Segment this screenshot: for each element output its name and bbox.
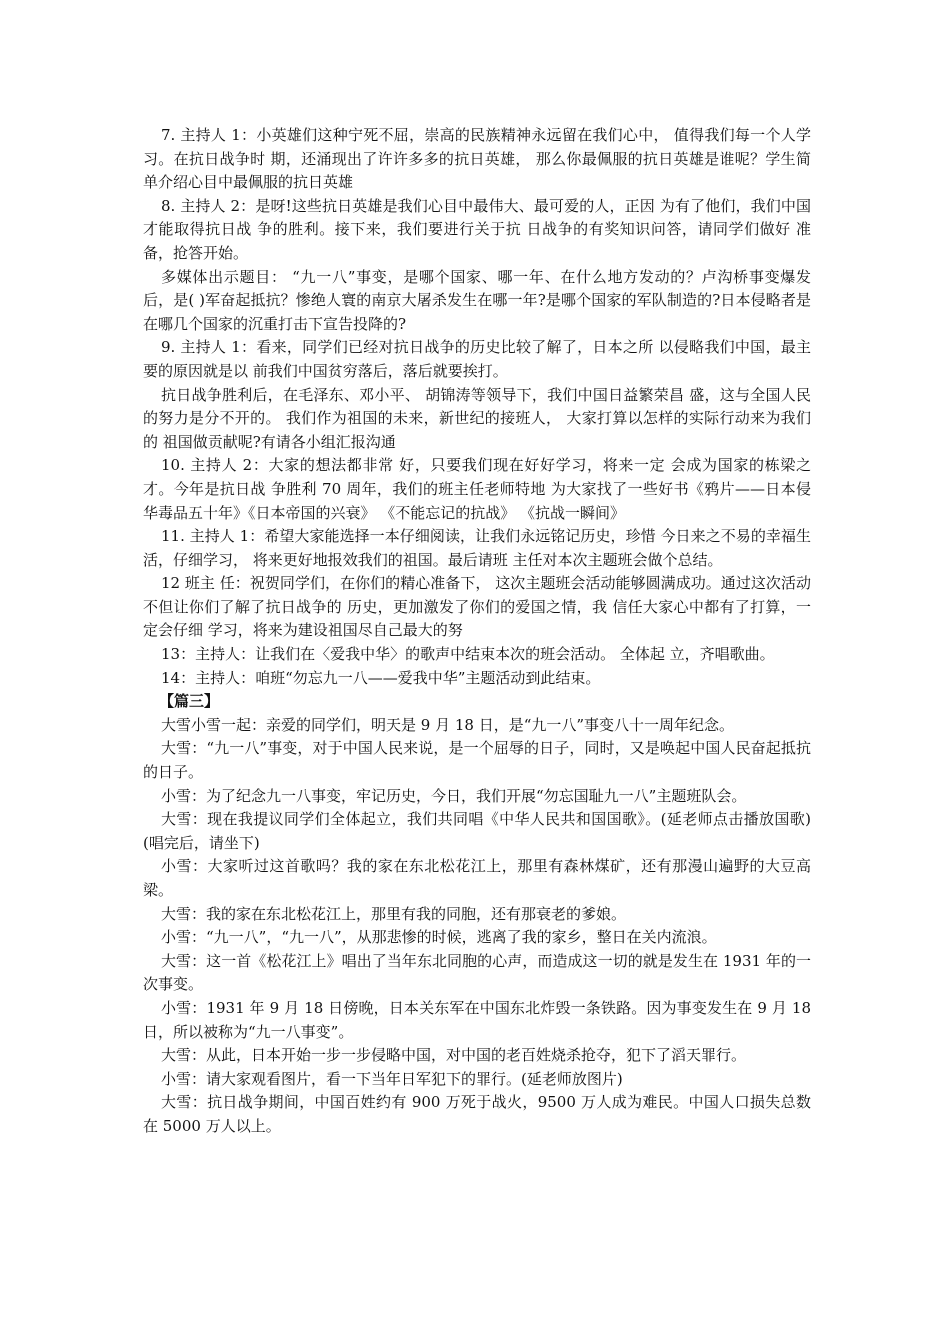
paragraph-daxue-2: 大雪：现在我提议同学们全体起立，我们共同唱《中华人民共和国国歌》。(延老师点击播放国歌)(唱完后，请坐下) (143, 810, 811, 852)
paragraph-host2-quiz: 8. 主持人 2：是呀!这些抗日英雄是我们心目中最伟大、最可爱的人，正因 为有了他们，我们中国才能取得抗日战 争的胜利。接下来，我们要进行关于抗 日战争的有奖知识问答，请同学们做好 准备，抢答开始。 (143, 196, 811, 262)
paragraph-xiaoxue-2: 小雪：大家听过这首歌吗？我的家在东北松花江上，那里有森林煤矿，还有那漫山遍野的大豆高梁。 (143, 857, 811, 899)
paragraph-host2-books: 10. 主持人 2：大家的想法都非常 好，只要我们现在好好学习，将来一定 会成为国家的栋梁之才。今年是抗日战 争胜利 70 周年，我们的班主任老师特地 为大家找了一些好书《鸦片——日本侵华毒品五十年》《日本帝国的兴衰》 《不能忘记的抗战》 《抗战一瞬间》 (143, 456, 811, 522)
paragraph-daxue-5: 大雪：从此，日本开始一步一步侵略中国，对中国的老百姓烧杀抢夺，犯下了滔天罪行。 (161, 1046, 747, 1065)
paragraph-quiz-questions: 多媒体出示题目： “九一八”事变，是哪个国家、哪一年、在什么地方发动的？卢沟桥事变爆发后，是( )军奋起抵抗？惨绝人寰的南京大屠杀发生在哪一年?是哪个国家的军队制造的?日本侵略者是在哪几个国家的沉重打击下宣告投降的? (143, 267, 811, 333)
paragraph-host1-history: 9. 主持人 1：看来，同学们已经对抗日战争的历史比较了解了，日本之所 以侵略我们中国，最主要的原因就是以 前我们中国贫穷落后，落后就要挨打。 (143, 338, 811, 380)
paragraph-host-ending: 14：主持人：咱班“勿忘九一八——爱我中华”主题活动到此结束。 (161, 668, 601, 687)
paragraph-teacher-summary: 12 班主 任：祝贺同学们，在你们的精心准备下， 这次主题班会活动能够圆满成功。通过这次活动不但让你们了解了抗日战争的 历史，更加激发了你们的爱国之情，我 信任大家心中都有了打算，一定会仔细 学习，将来为建设祖国尽自己最大的努 (143, 574, 811, 640)
section-heading-part3: 【篇三】 (159, 692, 220, 711)
paragraph-daxue-6: 大雪：抗日战争期间，中国百姓约有 900 万死于战火，9500 万人成为难民。中国人口损失总数在 5000 万人以上。 (143, 1093, 811, 1135)
paragraph-host-song: 13：主持人：让我们在〈爱我中华〉的歌声中结束本次的班会活动。 全体起 立，齐唱歌曲。 (161, 645, 775, 664)
paragraph-daxue-1: 大雪：“九一八”事变，对于中国人民来说，是一个屈辱的日子，同时，又是唤起中国人民奋起抵抗的日子。 (143, 739, 811, 782)
paragraph-xiaoxue-5: 小雪：请大家观看图片，看一下当年日军犯下的罪行。(延老师放图片) (161, 1069, 623, 1088)
paragraph-xiaoxue-4: 小雪：1931 年 9 月 18 日傍晚，日本关东军在中国东北炸毁一条铁路。因为事变发生在 9 月 18 日，所以被称为“九一八事变”。 (143, 998, 811, 1041)
paragraph-xiaoxue-3: 小雪：“九一八”，“九一八”，从那悲惨的时候，逃离了我的家乡，整日在关内流浪。 (161, 928, 717, 947)
paragraph-host1-reading: 11. 主持人 1：希望大家能选择一本仔细阅读，让我们永远铭记历史，珍惜 今日来之不易的幸福生活，仔细学习， 将来更好地报效我们的祖国。最后请班 主任对本次主题班会做个总结。 (143, 527, 811, 569)
paragraph-daxue-3: 大雪：我的家在东北松花江上，那里有我的同胞，还有那衰老的爹娘。 (161, 904, 627, 923)
paragraph-both-opening: 大雪小雪一起：亲爱的同学们，明天是 9 月 18 日，是“九一八”事变八十一周年纪念。 (161, 715, 735, 734)
paragraph-after-victory: 抗日战争胜利后，在毛泽东、邓小平、 胡锦涛等领导下，我们中国日益繁荣昌 盛，这与全国人民的努力是分不开的。 我们作为祖国的未来，新世纪的接班人， 大家打算以怎样的实际行动来为我们的 祖国做贡献呢?有请各小组汇报沟通 (143, 385, 811, 451)
document-body (143, 124, 811, 1139)
paragraph-xiaoxue-1: 小雪：为了纪念九一八事变，牢记历史，今日，我们开展“勿忘国耻九一八”主题班队会。 (161, 786, 747, 805)
paragraph-host1-heroes: 7. 主持人 1：小英雄们这种宁死不屈，崇高的民族精神永远留在我们心中， 值得我们每一个人学习。在抗日战争时 期，还涌现出了许许多多的抗日英雄， 那么你最佩服的抗日英雄是谁呢？学生简单介绍心目中最佩服的抗日英雄 (143, 126, 811, 192)
paragraph-daxue-4: 大雪：这一首《松花江上》唱出了当年东北同胞的心声，而造成这一切的就是发生在 1931 年的一次事变。 (143, 951, 811, 994)
